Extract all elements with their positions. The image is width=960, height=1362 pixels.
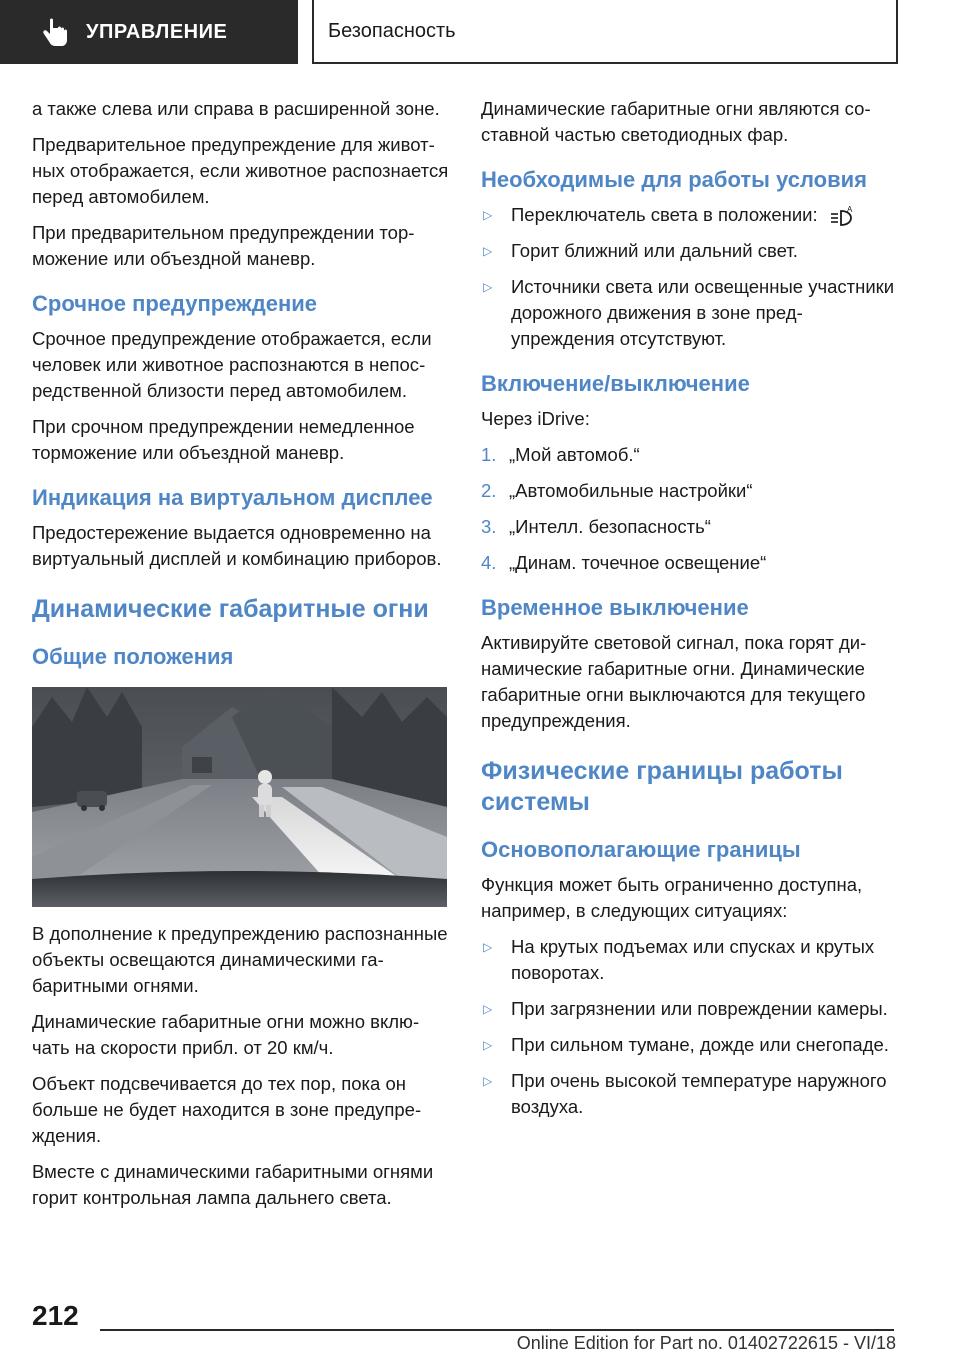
paragraph: Объект подсвечивается до тех пор, пока он больше не будет находится в зоне предупреждения.	[32, 1073, 422, 1146]
paragraph: Предварительное предупреждение для животных отображается, если животное распознается перед автомобилем.	[32, 134, 449, 207]
section-label: УПРАВЛЕНИЕ	[86, 20, 228, 43]
heading-general: Общие положения	[32, 644, 234, 669]
list-item	[481, 934, 899, 986]
list-item-text: При сильном тумане, дожде или снегопаде.	[511, 1034, 889, 1055]
paragraph: Активируйте световой сигнал, пока горят динамические габаритные огни. Динамические габаритные огни выключаются для текущего предупреждения.	[481, 632, 867, 731]
heading-system-limits: Физические границы работы системы	[481, 757, 843, 816]
paragraph: При срочном предупреждении немедленное торможение или объездной маневр.	[32, 416, 415, 463]
heading-urgent-warning: Срочное предупреждение	[32, 291, 318, 316]
list-item-text: На крутых подъемах или спусках и крутых поворотах.	[511, 936, 875, 983]
heading-virtual-display: Индикация на виртуальном дисплее	[32, 485, 433, 510]
auto-headlight-icon	[829, 205, 855, 227]
left-column	[32, 96, 450, 1221]
triangle-right-icon: ▷	[483, 244, 493, 258]
paragraph: При предварительном предупреждении торможение или объездной маневр.	[32, 222, 415, 269]
heading-temporary-off: Временное выключение	[481, 595, 749, 620]
paragraph: Функция может быть ограниченно доступна, например, в следующих ситуациях:	[481, 874, 863, 921]
steps-list	[481, 442, 899, 576]
conditions-list	[481, 202, 899, 352]
list-item	[481, 1068, 899, 1120]
step-item	[481, 550, 899, 576]
triangle-right-icon: ▷	[483, 1002, 493, 1016]
list-item-text: При загрязнении или повреждении камеры.	[511, 998, 888, 1019]
step-number: 3.	[481, 516, 497, 537]
step-number: 4.	[481, 552, 497, 573]
step-item	[481, 478, 899, 504]
step-number: 2.	[481, 480, 497, 501]
paragraph: Динамические габаритные огни являются составной частью светодиодных фар.	[481, 98, 871, 145]
list-item-text: Переключатель света в положении:	[511, 204, 818, 225]
heading-conditions: Необходимые для работы условия	[481, 167, 867, 192]
hand-pointer-icon	[38, 15, 72, 49]
list-item	[481, 996, 899, 1022]
edition-note: Online Edition for Part no. 01402722615 - VI/18	[516, 1333, 896, 1353]
list-item	[481, 1032, 899, 1058]
paragraph: Срочное предупреждение отображается, если человек или животное распознаются в непосредственной близости перед автомобилем.	[32, 328, 432, 401]
step-text: „Интелл. безопасность“	[509, 516, 711, 537]
heading-dynamic-lights: Динамические габаритные огни	[32, 595, 429, 623]
step-text: „Мой автомоб.“	[509, 444, 640, 465]
right-column	[481, 96, 899, 1130]
step-text: „Динам. точечное освещение“	[509, 552, 767, 573]
list-item	[481, 202, 899, 228]
heading-on-off: Включение/выключение	[481, 371, 750, 396]
step-item	[481, 514, 899, 540]
paragraph: а также слева или справа в расширенной зоне.	[32, 98, 440, 119]
list-item-text: При очень высокой температуре наружного воздуха.	[511, 1070, 887, 1117]
night-road-illustration	[32, 687, 447, 907]
heading-basic-limits: Основополагающие границы	[481, 837, 801, 862]
triangle-right-icon: ▷	[483, 1038, 493, 1052]
paragraph: Динамические габаритные огни можно включать на скорости прибл. от 20 км/ч.	[32, 1011, 420, 1058]
limits-list	[481, 934, 899, 1120]
paragraph: Предостережение выдается одновременно на виртуальный дисплей и комбинацию приборов.	[32, 522, 442, 569]
section-tab	[0, 0, 298, 64]
paragraph: В дополнение к предупреждению распознанные объекты освещаются динамическими габаритными огнями.	[32, 923, 448, 996]
triangle-right-icon: ▷	[483, 208, 493, 222]
triangle-right-icon: ▷	[483, 280, 493, 294]
step-item	[481, 442, 899, 468]
chapter-tab	[312, 0, 898, 64]
list-item	[481, 274, 899, 352]
page-number: 212	[32, 1300, 79, 1331]
svg-text:A: A	[846, 205, 853, 215]
list-item-text: Горит ближний или дальний свет.	[511, 240, 798, 261]
footer-divider	[100, 1329, 894, 1331]
chapter-label: Безопасность	[328, 19, 456, 42]
triangle-right-icon: ▷	[483, 1074, 493, 1088]
paragraph: Через iDrive:	[481, 408, 590, 429]
page-header	[0, 0, 960, 66]
step-text: „Автомобильные настройки“	[509, 480, 753, 501]
paragraph: Вместе с динамическими габаритными огнями горит контрольная лампа дальнего света.	[32, 1161, 434, 1208]
list-item	[481, 238, 899, 264]
step-number: 1.	[481, 444, 497, 465]
list-item-text: Источники света или освещенные участники дорожного движения в зоне предупреждения отсутствуют.	[511, 276, 895, 349]
triangle-right-icon: ▷	[483, 940, 493, 954]
